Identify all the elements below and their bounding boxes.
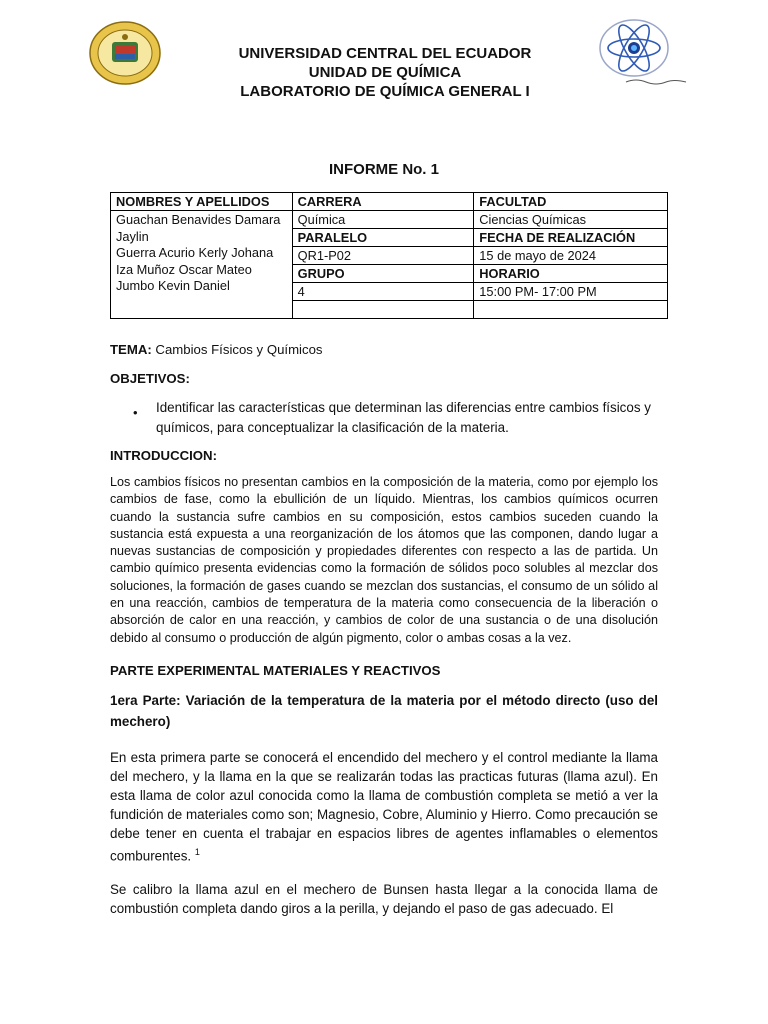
empty-cell	[292, 301, 474, 319]
parte-experimental-label: PARTE EXPERIMENTAL MATERIALES Y REACTIVOS	[110, 663, 441, 678]
horario-value: 15:00 PM- 17:00 PM	[474, 283, 668, 301]
primera-parte-title: 1era Parte: Variación de la temperatura de la materia por el método directo (uso del mechero)	[110, 693, 658, 729]
header-unit: UNIDAD DE QUÍMICA	[308, 64, 462, 81]
footnote-reference: 1	[194, 847, 200, 857]
student-name: Guachan Benavides Damara Jaylin	[116, 212, 281, 244]
primera-parte-paragraph-2: Se calibro la llama azul en el mechero de Bunsen hasta llegar a la conocida llama de combustión completa dando giros a la perilla, y dejando el paso de gas adecuado. El	[110, 882, 658, 916]
header-facultad: FACULTAD	[474, 193, 668, 211]
report-title: INFORME No. 1	[328, 161, 439, 178]
header-paralelo: PARALELO	[292, 229, 474, 247]
institution-header	[170, 44, 600, 101]
paralelo-value: QR1-P02	[292, 247, 474, 265]
chemistry-atom-logo	[596, 18, 692, 90]
carrera-value: Química	[292, 211, 474, 229]
header-lab: LABORATORIO DE QUÍMICA GENERAL I	[240, 83, 530, 100]
student-names-cell	[111, 211, 293, 319]
tema-value: Cambios Físicos y Químicos	[151, 342, 323, 357]
student-name: Iza Muñoz Oscar Mateo	[116, 261, 252, 277]
university-seal-logo	[88, 20, 162, 86]
header-fecha: FECHA DE REALIZACIÓN	[474, 229, 668, 247]
tema-line	[110, 341, 658, 359]
header-grupo: GRUPO	[292, 265, 474, 283]
header-carrera: CARRERA	[292, 193, 474, 211]
grupo-value: 4	[292, 283, 474, 301]
introduccion-label: INTRODUCCION:	[110, 448, 217, 463]
primera-parte-paragraph-1	[110, 748, 658, 865]
facultad-value: Ciencias Químicas	[474, 211, 668, 229]
introduccion-text: Los cambios físicos no presentan cambios en la composición de la materia, como por ejemplo los cambios de fase, como la ebullición de un líquido. Mientras, los cambios químicos ocurren cuando la sustancia sufre cambios en su composición, estos cambios suceden cuando la sustancia está expuesta a una reorganización de los átomos que las componen, dando lugar a nuevas sustancias de composición y propiedades diferentes con respecto a las de partida. Un cambio químico presenta evidencias como la formación de sólidos poco solubles al mezclar dos soluciones, la formación de gases cuando se mezclan dos sustancias, el consumo de un sólido al en una reacción, cambios de temperatura de la materia como consecuencia de la liberación o absorción de calor en una reacción, y cambios de color de una sustancia o de una disolución debido al consumo o producción de algún pigmento, color o ambas cosas a la vez.	[110, 475, 658, 645]
report-info-table	[110, 192, 668, 319]
student-name: Guerra Acurio Kerly Johana	[116, 245, 274, 261]
paragraph-1-text: En esta primera parte se conocerá el encendido del mechero y el control mediante la llama del mechero, y la llama en la que se realizarán todas las practicas futuras (llama azul). En esta llama de color azul conocida como la llama de combustión completa se metió a ver la fundición de materiales como son; Magnesio, Cobre, Aluminio y Hierro. Como precaución se debe tener en cuenta el trabajar en espacios libres de agentes inflamables o elementos comburentes.	[110, 750, 658, 864]
objetivo-item: Identificar las características que determinan las diferencias entre cambios físicos y químicos, para conceptualizar la clasificación de la materia.	[156, 400, 651, 435]
header-names: NOMBRES Y APELLIDOS	[111, 193, 293, 211]
bullet-icon: •	[133, 405, 138, 420]
student-name: Jumbo Kevin Daniel	[116, 278, 230, 294]
header-university: UNIVERSIDAD CENTRAL DEL ECUADOR	[238, 45, 532, 62]
empty-cell	[474, 301, 668, 319]
objetivos-label: OBJETIVOS:	[110, 371, 190, 386]
header-horario: HORARIO	[474, 265, 668, 283]
tema-label: TEMA:	[110, 342, 152, 357]
fecha-value: 15 de mayo de 2024	[474, 247, 668, 265]
